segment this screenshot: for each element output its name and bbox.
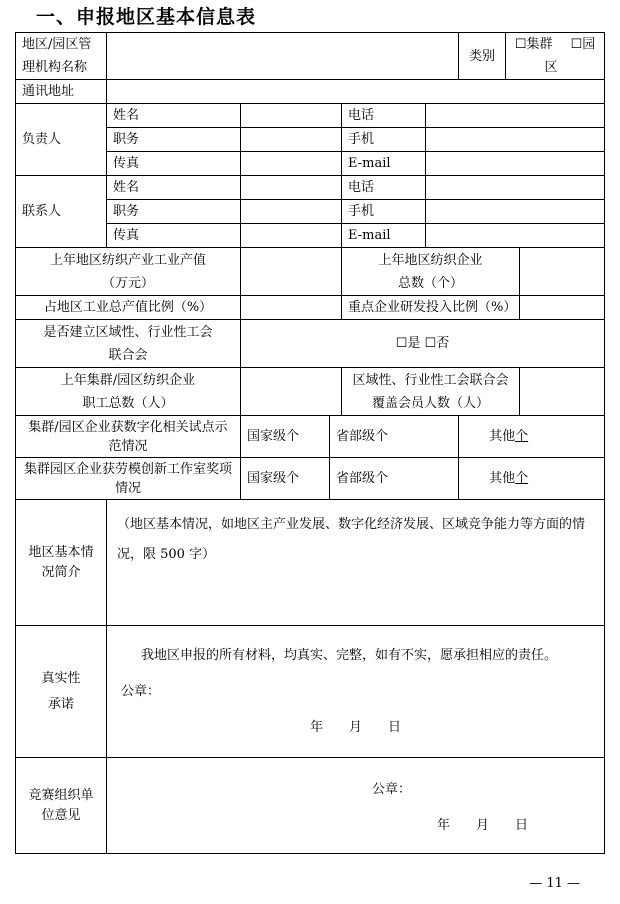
- liaison-phone-field[interactable]: [426, 176, 605, 200]
- row-employees: [16, 368, 605, 416]
- labor-provincial[interactable]: 省部级个: [330, 458, 459, 500]
- output-share-label: 占地区工业总产值比例（%）: [16, 296, 241, 320]
- labor-other[interactable]: 其他个: [459, 458, 605, 500]
- liaison-position-label: 职务: [107, 200, 241, 224]
- liaison-mobile-field[interactable]: [426, 200, 605, 224]
- responsible-fax-label: 传真: [107, 152, 241, 176]
- output-field[interactable]: [241, 248, 342, 296]
- employees-label: 上年集群/园区纺织企业 职工总数（人）: [16, 368, 241, 416]
- union-members-label: 区域性、行业性工会联合会 覆盖会员人数（人）: [342, 368, 520, 416]
- liaison-fax-field[interactable]: [241, 224, 342, 248]
- page-title: 一、申报地区基本信息表: [36, 6, 257, 28]
- responsible-mobile-field[interactable]: [426, 128, 605, 152]
- liaison-mobile-label: 手机: [342, 200, 426, 224]
- org-name-field[interactable]: [107, 33, 459, 80]
- digital-provincial[interactable]: 省部级个: [330, 416, 459, 458]
- pledge-cell: [107, 626, 605, 758]
- category-option-cluster[interactable]: ☐集群: [514, 37, 553, 52]
- category-options[interactable]: [506, 33, 605, 80]
- org-name-label: 地区/园区管理机构名称: [16, 33, 107, 80]
- address-label: 通讯地址: [16, 80, 107, 104]
- organizer-opinion-field[interactable]: [107, 758, 605, 854]
- responsible-position-label: 职务: [107, 128, 241, 152]
- digital-label: 集群/园区企业获数字化相关试点示范情况: [16, 416, 241, 458]
- liaison-fax-label: 传真: [107, 224, 241, 248]
- row-digital: [16, 416, 605, 458]
- row-union: [16, 320, 605, 368]
- intro-field[interactable]: （地区基本情况，如地区主产业发展、数字化经济发展、区域竞争能力等方面的情况，限 500 字）: [107, 500, 605, 626]
- row-ratios: [16, 296, 605, 320]
- liaison-name-label: 姓名: [107, 176, 241, 200]
- responsible-position-field[interactable]: [241, 128, 342, 152]
- organizer-date: 年 月 日: [437, 818, 529, 833]
- row-labor: [16, 458, 605, 500]
- pledge-seal-label: 公章：: [121, 683, 161, 699]
- row-liaison-1: [16, 176, 605, 200]
- union-label: 是否建立区域性、行业性工会 联合会: [16, 320, 241, 368]
- row-intro: [16, 500, 605, 626]
- liaison-email-field[interactable]: [426, 224, 605, 248]
- row-org-name: [16, 33, 605, 80]
- union-options[interactable]: [241, 320, 605, 368]
- pledge-date: 年 月 日: [310, 719, 402, 735]
- liaison-name-field[interactable]: [241, 176, 342, 200]
- liaison-email-label: E-mail: [342, 224, 426, 248]
- liaison-phone-label: 电话: [342, 176, 426, 200]
- responsible-fax-field[interactable]: [241, 152, 342, 176]
- labor-national[interactable]: 国家级个: [241, 458, 330, 500]
- enterprise-total-label: 上年地区纺织企业 总数（个）: [342, 248, 520, 296]
- digital-other[interactable]: 其他个: [459, 416, 605, 458]
- row-organizer: [16, 758, 605, 854]
- output-label: 上年地区纺织产业工业产值 （万元）: [16, 248, 241, 296]
- responsible-name-label: 姓名: [107, 104, 241, 128]
- row-pledge: [16, 626, 605, 758]
- rd-ratio-field[interactable]: [520, 296, 605, 320]
- organizer-seal-label: 公章：: [372, 782, 412, 797]
- responsible-label: 负责人: [16, 104, 107, 176]
- page-number: — 11 —: [529, 876, 580, 891]
- employees-field[interactable]: [241, 368, 342, 416]
- basic-info-table: [15, 32, 605, 854]
- category-option-park[interactable]: ☐园区: [544, 37, 596, 75]
- output-share-field[interactable]: [241, 296, 342, 320]
- responsible-phone-field[interactable]: [426, 104, 605, 128]
- responsible-email-label: E-mail: [342, 152, 426, 176]
- row-address: [16, 80, 605, 104]
- organizer-label: 竞赛组织单位意见: [16, 758, 107, 854]
- union-members-field[interactable]: [520, 368, 605, 416]
- responsible-mobile-label: 手机: [342, 128, 426, 152]
- pledge-label: 真实性承诺: [16, 626, 107, 758]
- responsible-name-field[interactable]: [241, 104, 342, 128]
- row-output: [16, 248, 605, 296]
- labor-label: 集群园区企业获劳模创新工作室奖项情况: [16, 458, 241, 500]
- category-label: 类别: [459, 33, 506, 80]
- enterprise-total-field[interactable]: [520, 248, 605, 296]
- responsible-email-field[interactable]: [426, 152, 605, 176]
- rd-ratio-label: 重点企业研发投入比例（%）: [342, 296, 520, 320]
- responsible-phone-label: 电话: [342, 104, 426, 128]
- digital-national[interactable]: 国家级个: [241, 416, 330, 458]
- row-responsible-1: [16, 104, 605, 128]
- union-option-yes[interactable]: ☐是: [395, 336, 421, 351]
- address-field[interactable]: [107, 80, 605, 104]
- liaison-label: 联系人: [16, 176, 107, 248]
- intro-label: 地区基本情况简介: [16, 500, 107, 626]
- union-option-no[interactable]: ☐否: [424, 336, 450, 351]
- pledge-text: 我地区申报的所有材料，均真实、完整，如有不实，愿承担相应的责任。 公章：: [121, 647, 558, 699]
- liaison-position-field[interactable]: [241, 200, 342, 224]
